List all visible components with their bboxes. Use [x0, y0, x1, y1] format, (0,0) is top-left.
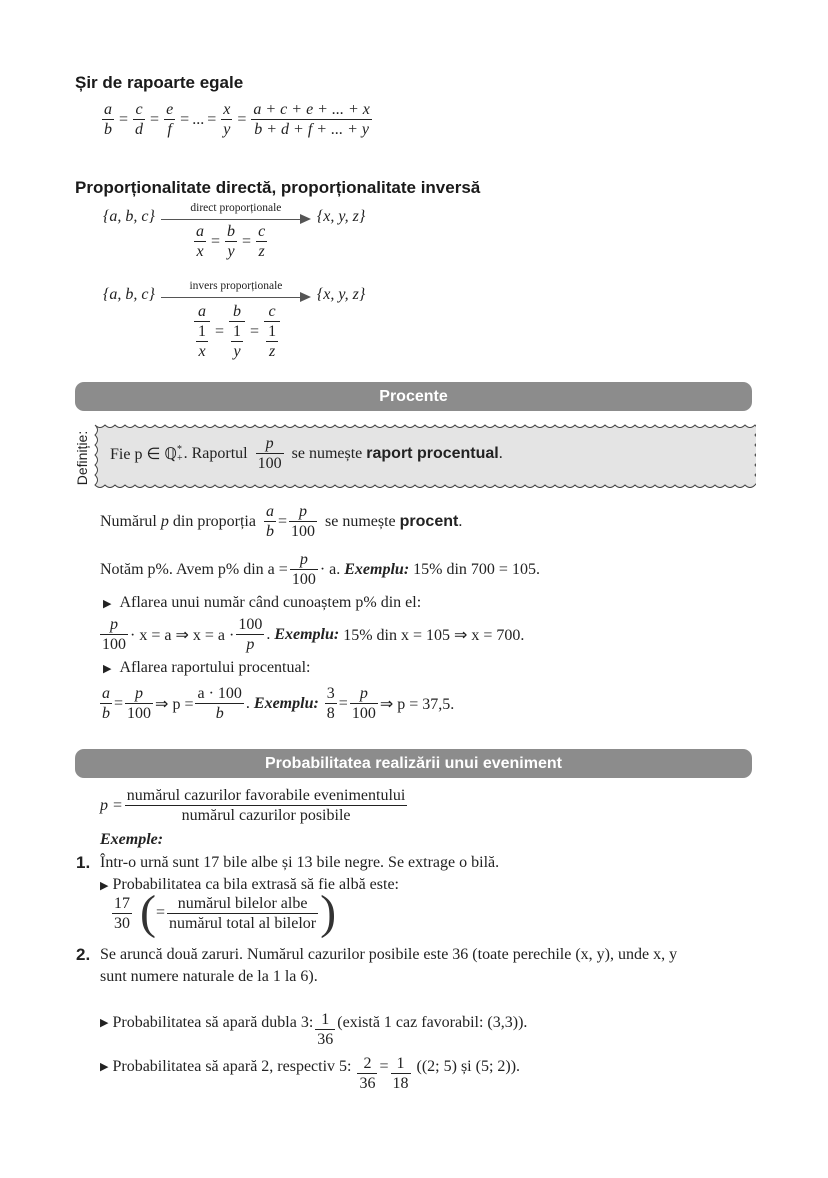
bullet-item: ▶ Probabilitatea ca bila extrasă să fie albă este: [100, 876, 399, 893]
example-2-continued: sunt numere naturale de la 1 la 6). [100, 968, 318, 985]
fraction: $\frac{c}{d}$ [135, 101, 144, 138]
find-number-formula: p 100 · x = a ⇒ x = a · 100 p . Exemplu: 15% din x = 105 ⇒ x = 700. [102, 616, 525, 653]
examples-label: Exemple: [100, 831, 164, 848]
percent-ratio-formula: $\frac{a}{b}$ = $\frac{p}{100}$ ⇒ p = $\frac{a \cdot 100}{b}$ . Exemplu: $\frac{3}{8}$ = $\frac{p}{100}$ ⇒ p = 37,5. [102, 685, 455, 722]
inverse-proportion-formula: $\frac{a}{\frac{1}{x}}$ = $\frac{b}{\frac{1}{y}}$ = $\frac{c}{\frac{1}{z}}$ [192, 302, 282, 361]
section-header-procente: Procente [75, 382, 752, 411]
probability-formula: p = numărul cazurilor favorabile evenimentului numărul cazurilor posibile [100, 787, 406, 824]
bullet-item: ▶ Probabilitatea să apară 2, respectiv 5: $\frac{2}{36}$ = $\frac{1}{18}$ ((2; 5) și (5; 2)). [100, 1055, 521, 1092]
fraction: $\frac{x}{y}$ [223, 101, 231, 138]
equal-ratios-formula: $\frac{a}{b}$ = $\frac{c}{d}$ = $\frac{e}{f}$ = ... = $\frac{x}{y}$ = $\frac{a + c + e + ... + x}{b + d + f + ... + y}$ [104, 101, 370, 138]
direct-proportional-mapping: {a, b, c} direct proporționale {x, y, z} [103, 202, 365, 232]
section-title-proportionality: Proporționalitate directă, proporționalitate inversă [75, 178, 481, 197]
percent-notation-line: Notăm p%. Avem p% din a = $\frac{p}{100}$ · a. Exemplu: 15% din 700 = 105. [100, 551, 540, 588]
fraction: $\frac{a}{b}$ [104, 101, 112, 138]
definition-label: Definiție: [74, 430, 90, 486]
sum-fraction: $\frac{a + c + e + ... + x}{b + d + f + ... + y}$ [253, 101, 370, 138]
direct-proportion-formula: $\frac{a}{x}$ = $\frac{b}{y}$ = $\frac{c}{z}$ [196, 223, 266, 260]
bullet-item: ▶ Aflarea unui număr când cunoaștem p% din el: [103, 594, 422, 611]
arrow-icon: direct proporționale [161, 202, 311, 232]
bullet-triangle-icon: ▶ [103, 662, 112, 675]
percent-definition-line: Numărul p din proporția $\frac{a}{b}$ = $\frac{p}{100}$ se numește procent . [100, 503, 463, 540]
example-1: 1. Într-o urnă sunt 17 bile albe și 13 bile negre. Se extrage o bilă. [76, 853, 500, 872]
arrow-icon: invers proporționale [161, 280, 311, 310]
section-title-equal-ratios: Șir de rapoarte egale [75, 73, 244, 92]
fraction: $\frac{e}{f}$ [166, 101, 174, 138]
bullet-item: ▶ Aflarea raportului procentual: [103, 659, 311, 676]
bullet-triangle-icon: ▶ [100, 879, 109, 892]
bullet-triangle-icon: ▶ [100, 1017, 109, 1029]
bullet-triangle-icon: ▶ [103, 597, 112, 610]
bullet-item: ▶ Probabilitatea să apară dubla 3: 1 36 (există 1 caz favorabil: (3,3)). [100, 1011, 528, 1048]
white-ball-probability: 17 30 ( = numărul bilelor albe numărul total al bilelor ) [114, 886, 337, 939]
section-header-probabilitate: Probabilitatea realizării unui eveniment [75, 749, 752, 778]
inverse-proportional-mapping: {a, b, c} invers proporționale {x, y, z} [103, 280, 365, 310]
bullet-triangle-icon: ▶ [100, 1061, 109, 1073]
example-2: 2. Se aruncă două zaruri. Numărul cazurilor posibile este 36 (toate perechile (x, y), unde x, y [76, 945, 678, 964]
definition-text: Fie p ∈ ℚ * + . Raportul p 100 se numește raport procentual . [110, 435, 503, 472]
